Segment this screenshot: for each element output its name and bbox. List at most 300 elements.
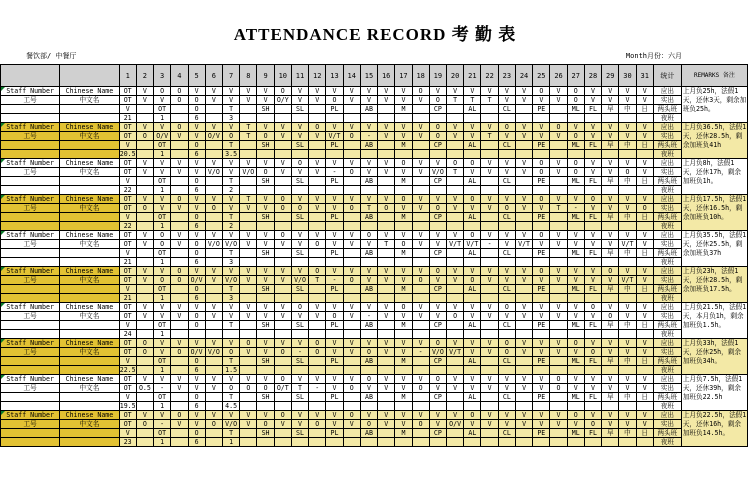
- day-cell: 1: [154, 258, 171, 267]
- day-cell: V: [291, 132, 308, 141]
- day-cell: V: [326, 384, 343, 393]
- blank-cell: [60, 330, 119, 339]
- day-cell: [343, 141, 360, 150]
- day-cell: OT: [119, 168, 136, 177]
- day-cell: SH: [257, 393, 274, 402]
- day-cell: V: [619, 339, 636, 348]
- day-cell: [171, 150, 188, 159]
- day-cell: [240, 429, 257, 438]
- day-cell: V: [240, 240, 257, 249]
- day-cell: V: [567, 267, 584, 276]
- day-cell: [343, 249, 360, 258]
- day-cell: [136, 222, 153, 231]
- day-cell: O: [309, 123, 326, 132]
- day-cell: [136, 321, 153, 330]
- day-cell: [412, 438, 429, 447]
- day-cell: [412, 330, 429, 339]
- day-cell: [567, 114, 584, 123]
- employee-row: [1, 258, 748, 267]
- day-cell: [584, 402, 601, 411]
- day-cell: [343, 222, 360, 231]
- day-cell: [429, 258, 446, 267]
- day-cell: [602, 294, 619, 303]
- day-cell: V: [240, 420, 257, 429]
- day-cell: [343, 177, 360, 186]
- employee-row: [1, 330, 748, 339]
- day-cell: [378, 294, 395, 303]
- day-cell: O: [412, 384, 429, 393]
- day-cell: 21: [119, 258, 136, 267]
- day-cell: [240, 213, 257, 222]
- day-cell: T: [240, 132, 257, 141]
- employee-row: [1, 402, 748, 411]
- day-cell: T: [222, 321, 239, 330]
- day-cell: V: [464, 132, 481, 141]
- day-cell: V: [222, 303, 239, 312]
- day-cell: O: [171, 96, 188, 105]
- blank-cell: [1, 105, 60, 114]
- month-label: Month月份：六月: [625, 52, 682, 60]
- day-cell: 1: [154, 222, 171, 231]
- day-cell: OT: [119, 339, 136, 348]
- day-cell: V: [533, 303, 550, 312]
- day-cell: [498, 150, 515, 159]
- day-cell: V: [326, 420, 343, 429]
- day-cell: OT: [119, 240, 136, 249]
- day-cell: [481, 114, 498, 123]
- day-cell: V: [584, 96, 601, 105]
- day-cell: V: [154, 375, 171, 384]
- day-cell: V: [257, 159, 274, 168]
- day-cell: [171, 330, 188, 339]
- day-cell: V: [619, 384, 636, 393]
- header-blank: [60, 65, 119, 87]
- day-cell: PE: [533, 285, 550, 294]
- day-cell: [447, 213, 464, 222]
- day-cell: V: [567, 348, 584, 357]
- day-cell: V: [119, 321, 136, 330]
- day-cell: V: [412, 159, 429, 168]
- day-cell: [257, 330, 274, 339]
- day-header: 22: [481, 65, 498, 87]
- day-cell: 日: [636, 249, 653, 258]
- day-cell: [378, 222, 395, 231]
- day-cell: [515, 366, 532, 375]
- day-cell: [602, 330, 619, 339]
- day-cell: V: [257, 231, 274, 240]
- day-cell: ML: [567, 177, 584, 186]
- day-cell: [498, 222, 515, 231]
- day-cell: [378, 114, 395, 123]
- day-cell: V: [188, 132, 205, 141]
- day-cell: [257, 366, 274, 375]
- day-cell: [240, 294, 257, 303]
- day-cell: V: [343, 348, 360, 357]
- day-cell: 3: [222, 114, 239, 123]
- day-cell: V: [447, 195, 464, 204]
- day-cell: V: [188, 195, 205, 204]
- day-cell: V: [395, 348, 412, 357]
- day-cell: O/V: [154, 132, 171, 141]
- day-cell: V: [395, 267, 412, 276]
- day-cell: OT: [154, 429, 171, 438]
- day-cell: V: [550, 303, 567, 312]
- day-cell: [378, 150, 395, 159]
- day-cell: T: [464, 96, 481, 105]
- day-cell: [515, 357, 532, 366]
- day-cell: [447, 429, 464, 438]
- day-cell: [274, 438, 291, 447]
- day-cell: PL: [326, 429, 343, 438]
- day-cell: [584, 438, 601, 447]
- day-cell: [136, 105, 153, 114]
- day-cell: O: [274, 411, 291, 420]
- day-cell: V: [222, 168, 239, 177]
- staff-number-label: Staff Number: [1, 375, 60, 384]
- day-cell: V: [240, 375, 257, 384]
- day-cell: V: [171, 375, 188, 384]
- stat-label: 夜班: [653, 114, 681, 123]
- day-cell: [188, 330, 205, 339]
- day-cell: O: [567, 159, 584, 168]
- day-cell: V: [515, 195, 532, 204]
- employee-row: [1, 411, 748, 420]
- day-cell: 1.5: [222, 366, 239, 375]
- day-cell: T: [222, 213, 239, 222]
- day-cell: [240, 105, 257, 114]
- day-cell: 6: [188, 294, 205, 303]
- day-cell: V/T: [619, 276, 636, 285]
- day-cell: V: [154, 267, 171, 276]
- day-cell: V: [360, 159, 377, 168]
- day-cell: [309, 438, 326, 447]
- day-cell: V: [119, 357, 136, 366]
- day-cell: V: [429, 303, 446, 312]
- day-cell: PL: [326, 393, 343, 402]
- day-cell: OT: [154, 177, 171, 186]
- day-cell: V: [343, 240, 360, 249]
- chinese-name-label: Chinese Name: [60, 123, 119, 132]
- day-cell: V: [567, 375, 584, 384]
- day-cell: CP: [429, 105, 446, 114]
- day-cell: ML: [567, 393, 584, 402]
- day-cell: O: [154, 87, 171, 96]
- day-cell: V: [378, 384, 395, 393]
- day-cell: 6: [188, 402, 205, 411]
- day-cell: V: [481, 411, 498, 420]
- day-cell: -: [326, 168, 343, 177]
- day-cell: V: [171, 204, 188, 213]
- day-cell: CP: [429, 357, 446, 366]
- day-cell: 4.5: [222, 402, 239, 411]
- day-cell: [515, 285, 532, 294]
- day-cell: V: [412, 123, 429, 132]
- day-cell: [395, 402, 412, 411]
- day-cell: [602, 186, 619, 195]
- day-cell: V: [257, 276, 274, 285]
- day-cell: -: [567, 204, 584, 213]
- day-cell: [343, 213, 360, 222]
- stat-label: 两头班: [653, 357, 681, 366]
- day-cell: V: [619, 375, 636, 384]
- day-cell: [481, 429, 498, 438]
- day-cell: V: [378, 87, 395, 96]
- day-cell: FL: [584, 429, 601, 438]
- day-cell: [395, 366, 412, 375]
- day-cell: V/T: [447, 240, 464, 249]
- day-cell: V: [119, 249, 136, 258]
- day-cell: V: [584, 267, 601, 276]
- day-cell: V: [326, 267, 343, 276]
- blank-cell: [1, 366, 60, 375]
- employee-row: [1, 240, 748, 249]
- day-cell: V: [567, 276, 584, 285]
- day-cell: [309, 294, 326, 303]
- day-cell: T: [481, 96, 498, 105]
- day-cell: O: [257, 132, 274, 141]
- day-cell: -: [360, 132, 377, 141]
- day-cell: [240, 366, 257, 375]
- day-cell: [447, 294, 464, 303]
- day-cell: SH: [257, 213, 274, 222]
- day-cell: O: [447, 312, 464, 321]
- day-cell: [498, 330, 515, 339]
- day-cell: V: [360, 123, 377, 132]
- staff-number-label: Staff Number: [1, 303, 60, 312]
- day-cell: V: [309, 96, 326, 105]
- day-cell: SL: [291, 249, 308, 258]
- day-cell: [447, 186, 464, 195]
- day-cell: V: [481, 339, 498, 348]
- day-cell: V: [136, 159, 153, 168]
- day-cell: V: [550, 312, 567, 321]
- day-cell: [447, 222, 464, 231]
- day-cell: SH: [257, 321, 274, 330]
- day-cell: OT: [154, 285, 171, 294]
- day-cell: V: [222, 96, 239, 105]
- day-cell: O: [154, 276, 171, 285]
- staff-number-label: Staff Number: [1, 123, 60, 132]
- day-cell: M: [395, 213, 412, 222]
- day-cell: O: [395, 303, 412, 312]
- day-cell: V: [481, 375, 498, 384]
- remark-note: 上月负36.5h，法假1天，还休28.5h，剩余加班负41h: [681, 123, 747, 159]
- day-cell: V: [343, 339, 360, 348]
- day-cell: OT: [119, 420, 136, 429]
- day-cell: V: [240, 231, 257, 240]
- employee-row: [1, 96, 748, 105]
- day-cell: V/T: [464, 240, 481, 249]
- day-cell: [378, 321, 395, 330]
- chinese-name-label: 中文名: [60, 276, 119, 285]
- day-cell: [567, 222, 584, 231]
- day-cell: [429, 222, 446, 231]
- day-cell: [429, 150, 446, 159]
- day-cell: O: [188, 393, 205, 402]
- day-cell: V: [412, 339, 429, 348]
- day-cell: V: [205, 276, 222, 285]
- day-cell: [309, 429, 326, 438]
- day-cell: [136, 213, 153, 222]
- day-cell: [136, 438, 153, 447]
- day-cell: [515, 321, 532, 330]
- day-cell: V: [619, 312, 636, 321]
- day-cell: [205, 150, 222, 159]
- day-cell: ML: [567, 429, 584, 438]
- blank-cell: [1, 357, 60, 366]
- day-cell: 中: [619, 393, 636, 402]
- day-cell: V: [515, 231, 532, 240]
- day-cell: V: [515, 204, 532, 213]
- blank-cell: [1, 321, 60, 330]
- employee-row: [1, 123, 748, 132]
- day-cell: V: [119, 213, 136, 222]
- day-cell: [429, 294, 446, 303]
- day-cell: V: [326, 348, 343, 357]
- day-cell: OT: [119, 195, 136, 204]
- day-cell: [619, 402, 636, 411]
- day-cell: [412, 321, 429, 330]
- day-cell: [567, 366, 584, 375]
- day-cell: CP: [429, 141, 446, 150]
- day-cell: T: [222, 105, 239, 114]
- day-cell: V: [429, 159, 446, 168]
- day-cell: 23: [119, 438, 136, 447]
- day-cell: 6: [188, 222, 205, 231]
- day-cell: O: [567, 96, 584, 105]
- day-cell: V/O: [240, 168, 257, 177]
- day-cell: [274, 321, 291, 330]
- day-cell: [378, 186, 395, 195]
- day-cell: [550, 114, 567, 123]
- day-cell: O: [188, 357, 205, 366]
- day-cell: FL: [584, 105, 601, 114]
- day-cell: V/T: [515, 240, 532, 249]
- day-cell: [309, 141, 326, 150]
- day-cell: [257, 438, 274, 447]
- day-cell: V: [257, 375, 274, 384]
- day-cell: V: [205, 312, 222, 321]
- chinese-name-label: Chinese Name: [60, 339, 119, 348]
- day-cell: [429, 330, 446, 339]
- day-cell: V/O: [222, 420, 239, 429]
- blank-cell: [60, 429, 119, 438]
- day-cell: V: [550, 339, 567, 348]
- day-cell: V: [136, 276, 153, 285]
- day-cell: SH: [257, 429, 274, 438]
- day-cell: AB: [360, 177, 377, 186]
- day-header: 8: [240, 65, 257, 87]
- stat-label: 两头班: [653, 249, 681, 258]
- day-cell: CL: [498, 321, 515, 330]
- day-cell: V: [498, 375, 515, 384]
- day-cell: [291, 222, 308, 231]
- day-cell: CP: [429, 213, 446, 222]
- day-cell: V: [533, 204, 550, 213]
- day-cell: [412, 150, 429, 159]
- employee-row: [1, 150, 748, 159]
- chinese-name-label: Chinese Name: [60, 159, 119, 168]
- day-cell: [326, 294, 343, 303]
- day-cell: [584, 186, 601, 195]
- day-cell: -: [360, 312, 377, 321]
- day-cell: V: [240, 312, 257, 321]
- stat-label: 实出: [653, 276, 681, 285]
- day-cell: V: [119, 177, 136, 186]
- day-cell: -: [154, 384, 171, 393]
- remark-note: 上月负23h，法假1天，还休28.5h，剩余加班负17.5h。: [681, 267, 747, 303]
- day-cell: V: [378, 420, 395, 429]
- day-header: 2: [136, 65, 153, 87]
- day-cell: O: [257, 384, 274, 393]
- day-cell: T: [447, 168, 464, 177]
- day-cell: PL: [326, 285, 343, 294]
- day-cell: [378, 177, 395, 186]
- day-cell: [602, 114, 619, 123]
- day-cell: 1: [222, 438, 239, 447]
- day-cell: [378, 357, 395, 366]
- day-cell: [309, 258, 326, 267]
- employee-row: [1, 177, 748, 186]
- day-cell: [447, 321, 464, 330]
- day-cell: [343, 357, 360, 366]
- day-cell: O: [567, 87, 584, 96]
- day-cell: V: [464, 87, 481, 96]
- day-cell: [447, 258, 464, 267]
- employee-row: [1, 339, 748, 348]
- day-cell: V: [205, 96, 222, 105]
- stat-label: 实出: [653, 348, 681, 357]
- day-cell: 日: [636, 105, 653, 114]
- day-cell: V: [619, 204, 636, 213]
- day-cell: 早: [602, 429, 619, 438]
- day-cell: V: [429, 312, 446, 321]
- day-cell: V: [636, 159, 653, 168]
- day-cell: O: [533, 195, 550, 204]
- day-cell: V: [378, 312, 395, 321]
- chinese-name-label: 中文名: [60, 204, 119, 213]
- day-cell: [205, 222, 222, 231]
- day-cell: CL: [498, 249, 515, 258]
- day-header: 4: [171, 65, 188, 87]
- day-cell: V: [515, 87, 532, 96]
- day-cell: PE: [533, 141, 550, 150]
- day-cell: [240, 321, 257, 330]
- remark-note: 上月负7.5h，法假1天，还休39h，剩余加班负22.5h: [681, 375, 747, 411]
- day-cell: [378, 429, 395, 438]
- day-cell: 1: [154, 294, 171, 303]
- day-cell: O: [309, 240, 326, 249]
- day-cell: PE: [533, 177, 550, 186]
- day-cell: [550, 429, 567, 438]
- day-cell: [464, 222, 481, 231]
- day-cell: V: [636, 384, 653, 393]
- blank-cell: [60, 357, 119, 366]
- day-header: 18: [412, 65, 429, 87]
- day-cell: V: [188, 204, 205, 213]
- day-cell: ML: [567, 141, 584, 150]
- stat-label: 两头班: [653, 429, 681, 438]
- day-cell: V: [447, 123, 464, 132]
- day-cell: V: [412, 132, 429, 141]
- day-cell: OT: [119, 132, 136, 141]
- day-cell: V/T: [619, 240, 636, 249]
- day-cell: V: [326, 240, 343, 249]
- day-cell: O: [274, 195, 291, 204]
- day-cell: OT: [119, 159, 136, 168]
- day-cell: V: [205, 375, 222, 384]
- day-cell: V/O: [205, 240, 222, 249]
